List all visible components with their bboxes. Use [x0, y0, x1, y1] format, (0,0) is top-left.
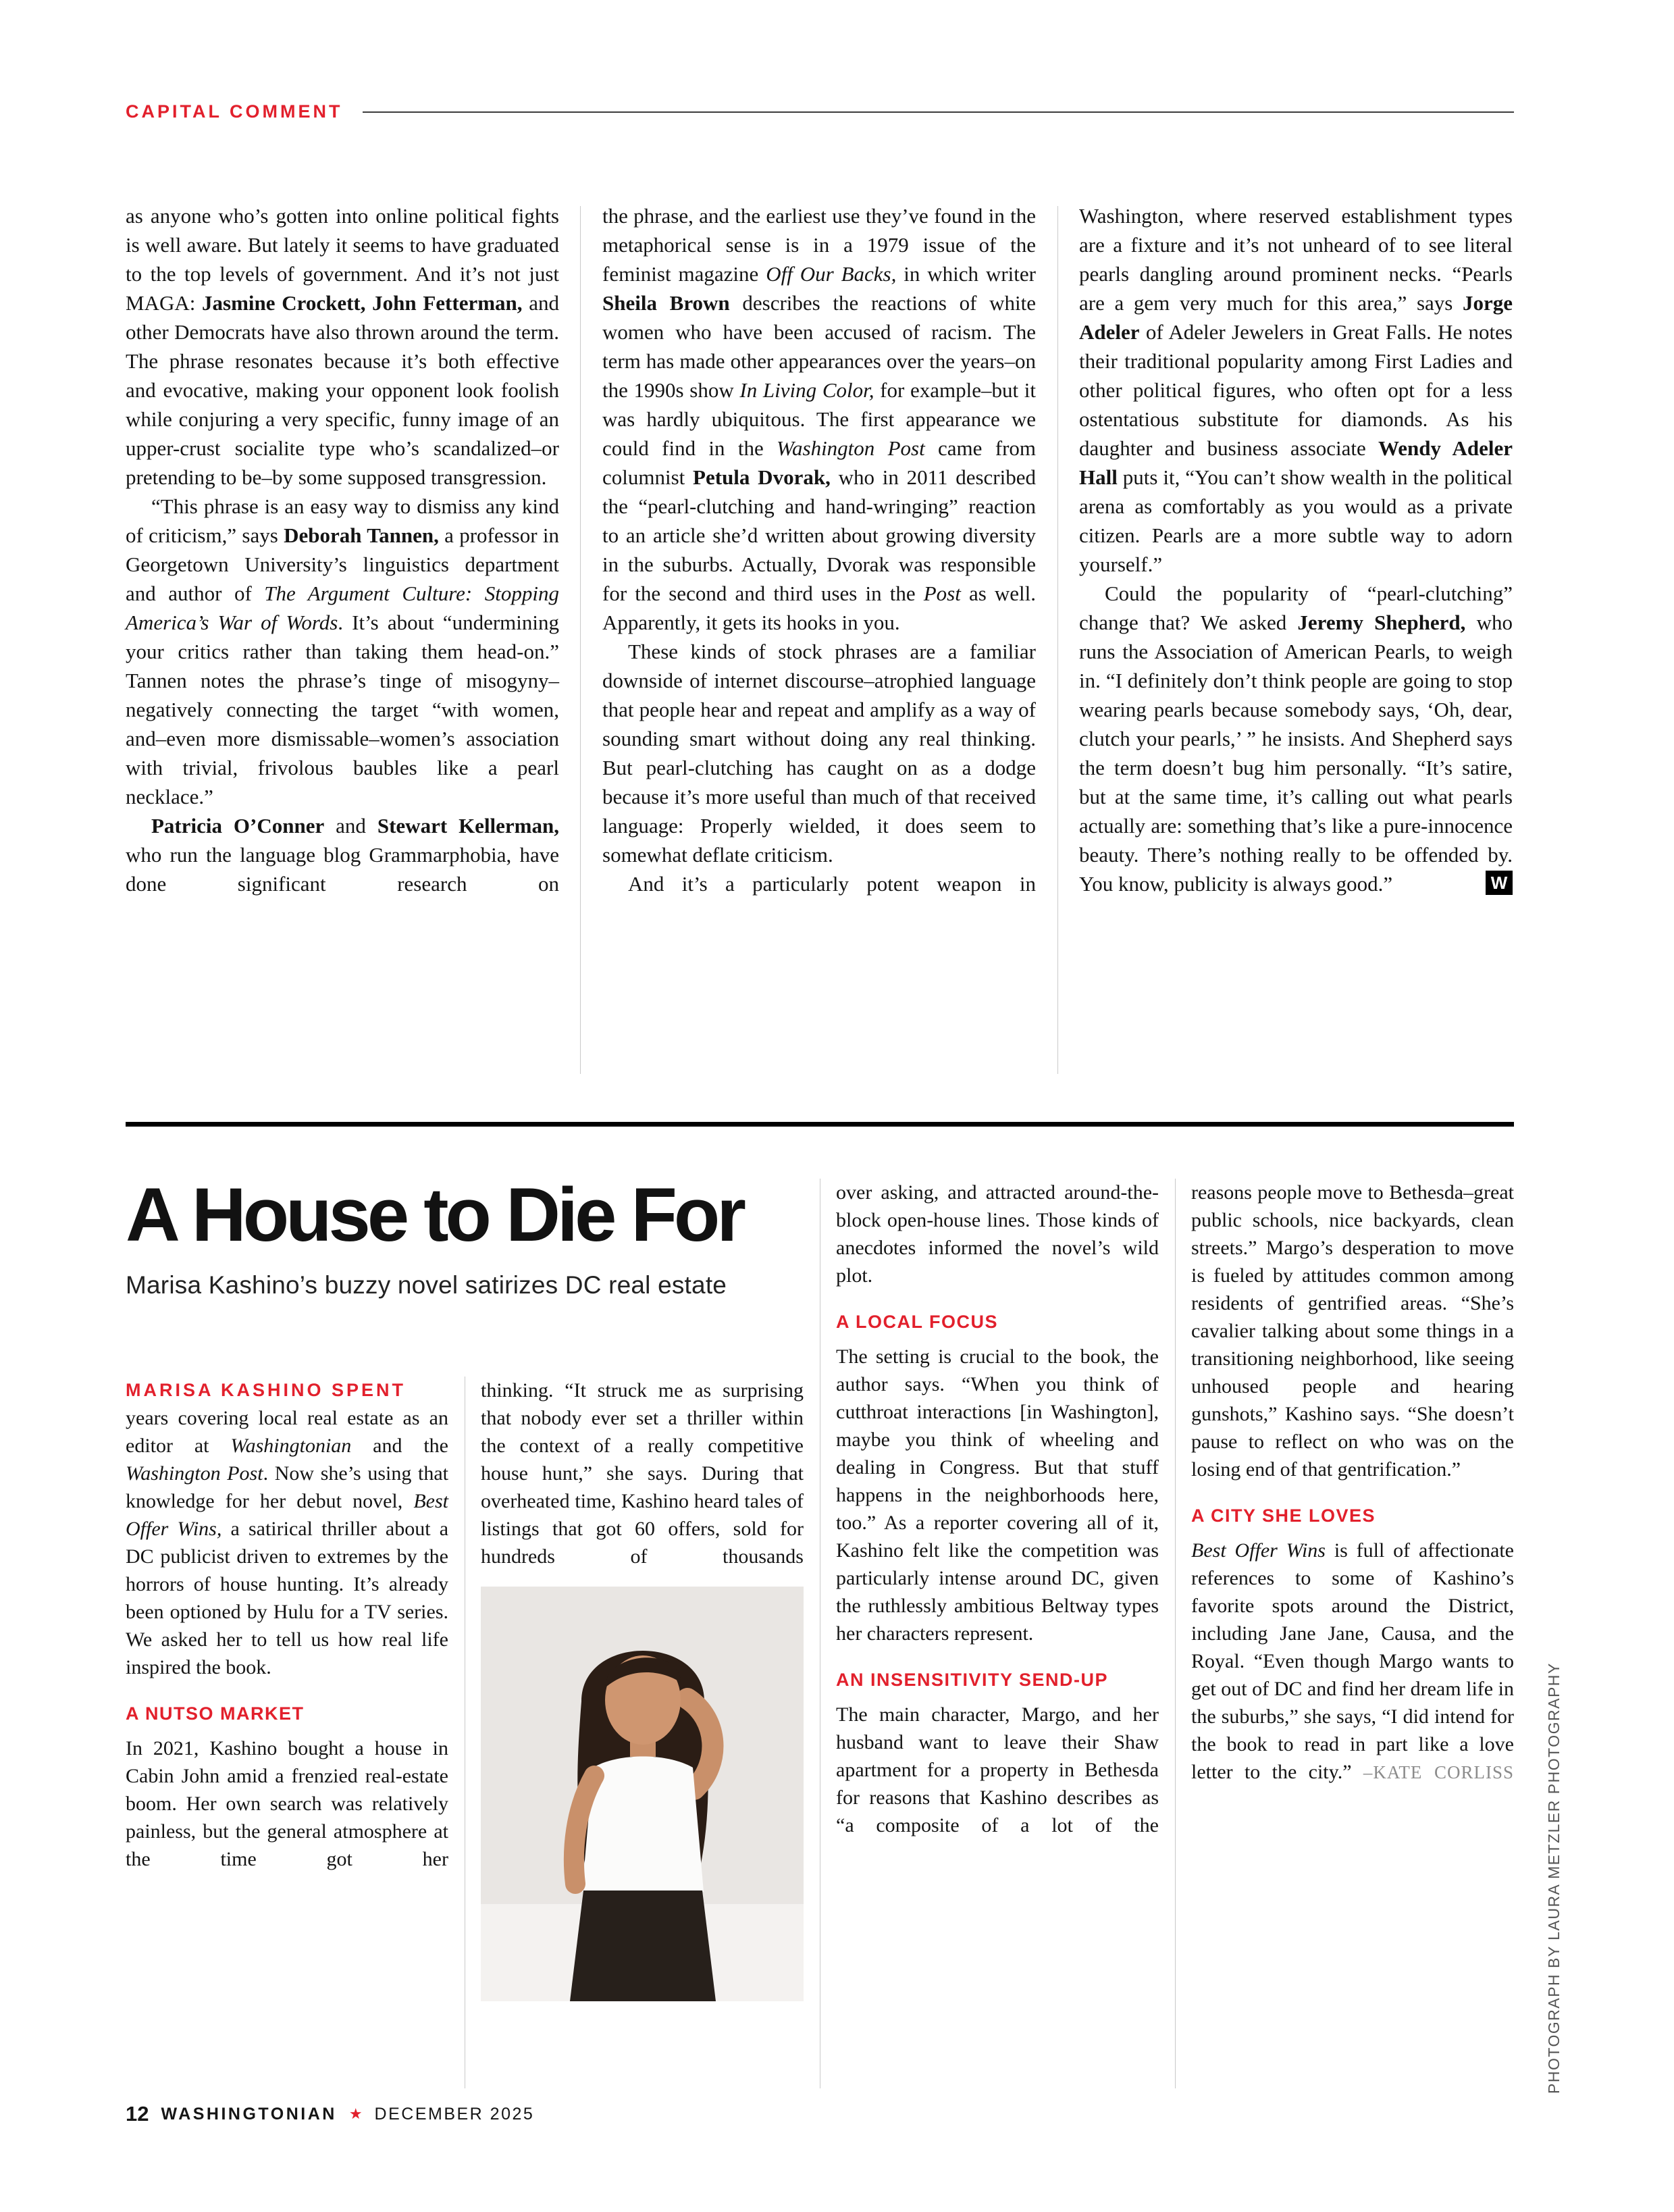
paragraph: The setting is crucial to the book, the author says. “When you think of cutthroat interactions [in Washington], maybe you think of wheeling and dealing in Congress. But that stuff happens in the neighborhoods here, too.” As a reporter covering all of it, Kashino felt like the competition was particularly intense around DC, given the ruthlessly ambitious Beltway types her characters represent.: [836, 1345, 1159, 1645]
paragraph: MARISA KASHINO SPENT years covering local real estate as an editor at Washingtonian and the Washington Post. Now she’s using that knowledge for her debut novel, Best Offer Wins, a satirical thriller about a DC publicist driven to extremes by the horrors of house hunting. It’s already been optioned by Hulu for a TV series. We asked her to tell us how real life inspired the book.: [126, 1377, 448, 1681]
article-pearl-clutching: [126, 201, 1514, 1083]
paragraph: the phrase, and the earliest use they’ve found in the metaphorical sense is in a 1979 issue of the feminist magazine Off Our Backs, in which writer Sheila Brown describes the reactions of white women who have been accused of racism. The term has made other appearances over the years–on the 1990s show In Living Color, for example–but it was hardly ubiquitous. The first appearance we could find in the Washington Post came from columnist Petula Dvorak, who in 2011 described the “pearl-clutching and hand-wringing” reaction to an article she’d written about growing diversity in the suburbs. Actually, Dvorak was responsible for the second and third uses in the Post as well. Apparently, it gets its hooks in you.: [602, 204, 1037, 634]
page-number: 12: [126, 2102, 149, 2126]
paragraph: The main character, Margo, and her husband want to leave their Shaw apartment for a property in Bethesda for reasons that Kashino describes as “a composite of a lot of the: [836, 1703, 1159, 1836]
star-icon: ★: [348, 2105, 363, 2122]
paragraph: “This phrase is an easy way to dismiss any kind of criticism,” says Deborah Tannen, a professor in Georgetown University’s linguistics department and author of The Argument Culture: Stopping America’s War of Words. It’s about “undermining your critics rather than taking them head-on.” Tannen notes the phrase’s tinge of misogyny–negatively connecting the target “with women, and–even more dismissable–women’s association with trivial, frivolous baubles like a pearl necklace.”: [126, 494, 559, 808]
article1-column-3: [1079, 201, 1513, 1083]
article2-subtitle: Marisa Kashino’s buzzy novel satirizes DC real estate: [126, 1271, 727, 1300]
paragraph: Best Offer Wins is full of affectionate references to some of Kashino’s favorite spots around the District, including Jane Jane, Causa, and the Royal. “Even though Margo wants to get out of DC and find her dream life in the suburbs,” she says, “I did intend for the book to read in part like a love letter to the city.” –KATE CORLISS: [1191, 1539, 1514, 1783]
paragraph: as anyone who’s gotten into online political fights is well aware. But lately it seems to have graduated to the top levels of government. And it’s not just MAGA: Jasmine Crockett, John Fetterman, and other Democrats have also thrown around the term. The phrase resonates because it’s both effective and evocative, making your opponent look foolish while conjuring a very specific, funny image of an upper-crust socialite type who’s scandalized–or pretending to be–by some supposed transgression.: [126, 204, 560, 489]
article2-column-a: [126, 1377, 448, 1873]
lead-in: MARISA KASHINO SPENT: [126, 1380, 407, 1400]
subhead-an-insensitivity-send-up: AN INSENSITIVITY SEND-UP: [836, 1670, 1109, 1690]
paragraph: Patricia O’Conner and Stewart Kellerman, who run the language blog Grammarphobia, have done significant research on: [126, 814, 560, 896]
article1-column-1: [126, 201, 559, 1083]
paragraph: over asking, and attracted around-the-block open-house lines. Those kinds of anecdotes informed the novel’s wild plot.: [836, 1181, 1159, 1287]
kicker-label: CAPITAL COMMENT: [126, 101, 343, 122]
article2-column-d: [1191, 1179, 1514, 1786]
closing-paragraph-wrap: [1079, 579, 1513, 898]
issue-date: DECEMBER 2025: [374, 2104, 535, 2124]
paragraph: These kinds of stock phrases are a familiar downside of internet discourse–atrophied language that people hear and repeat and amplify as a way of sounding smart without doing any real thinking. But pearl-clutching has caught on as a dodge because it’s more useful than much of that received language: Properly wielded, it does seem to somewhat deflate criticism.: [602, 640, 1036, 867]
article2-header: [126, 1173, 808, 1300]
magazine-name: WASHINGTONIAN: [161, 2104, 337, 2124]
article2-column-b: [481, 1377, 804, 2001]
subhead-a-city-she-loves: A CITY SHE LOVES: [1191, 1506, 1376, 1526]
article2-title: A House to Die For: [126, 1173, 743, 1257]
page-footer: [126, 2102, 534, 2126]
paragraph: In 2021, Kashino bought a house in Cabin John amid a frenzied real-estate boom. Her own search was relatively painless, but the general atmosphere at the time got her: [126, 1737, 448, 1870]
subhead-a-local-focus: A LOCAL FOCUS: [836, 1312, 998, 1332]
paragraph: reasons people move to Bethesda–great public schools, nice backyards, clean streets.” Margo’s desperation to move is fueled by attitudes common among residents of gentrified areas. “She’s cavalier talking about some things in a transitioning neighborhood, like seeing unhoused people and hearing gunshots,” Kashino says. “She doesn’t pause to reflect on who was on the losing end of that gentrification.”: [1191, 1181, 1514, 1481]
photo-credit: PHOTOGRAPH BY LAURA METZLER PHOTOGRAPHY: [1545, 1662, 1563, 2094]
column-divider: [1057, 206, 1058, 1074]
paragraph: thinking. “It struck me as surprising that nobody ever set a thriller within the context of a really competitive house hunt,” she says. During that overheated time, Kashino heard tales of listings that got 60 offers, sold for hundreds of thousands: [481, 1379, 804, 1568]
column-divider: [1175, 1179, 1176, 2088]
w-endmark-icon: W: [1486, 871, 1513, 895]
byline: –KATE CORLISS: [1363, 1762, 1514, 1782]
article1-column-2: [602, 201, 1036, 1083]
section-kicker: [126, 101, 1514, 122]
woman-portrait-illustration: [481, 1587, 804, 2001]
paragraph: Could the popularity of “pearl-clutching” change that? We asked Jeremy Shepherd, who runs the Association of American Pearls, to weigh in. “I definitely don’t think people are going to stop wearing pearls because somebody says, ‘Oh, dear, clutch your pearls,’ ” he insists. And Shepherd says the term doesn’t bug him personally. “It’s satire, but at the same time, it’s calling out what pearls actually are: something that’s like a pure-innocence beauty. There’s nothing really to be offended by. You know, publicity is always good.”: [1079, 582, 1513, 896]
subhead-a-nutso-market: A NUTSO MARKET: [126, 1703, 305, 1724]
kicker-rule: [363, 111, 1514, 113]
column-divider: [580, 206, 581, 1074]
author-photo: [481, 1587, 804, 2001]
section-divider: [126, 1122, 1514, 1127]
article2-column-c: [836, 1179, 1159, 1839]
paragraph: Washington, where reserved establishment types are a fixture and it’s not unheard of to see literal pearls dangling around prominent necks. “Pearls are a gem very much for this area,” says Jorge Adeler of Adeler Jewelers in Great Falls. He notes their traditional popularity among First Ladies and other political figures, who often opt for a less ostentatious substitute for diamonds. As his daughter and business associate Wendy Adeler Hall puts it, “You can’t show wealth in the political arena as comfortably as you would as a private citizen. Pearls are a more subtle way to adorn yourself.”: [1079, 204, 1513, 576]
paragraph: And it’s a particularly potent weapon in: [628, 872, 1036, 896]
